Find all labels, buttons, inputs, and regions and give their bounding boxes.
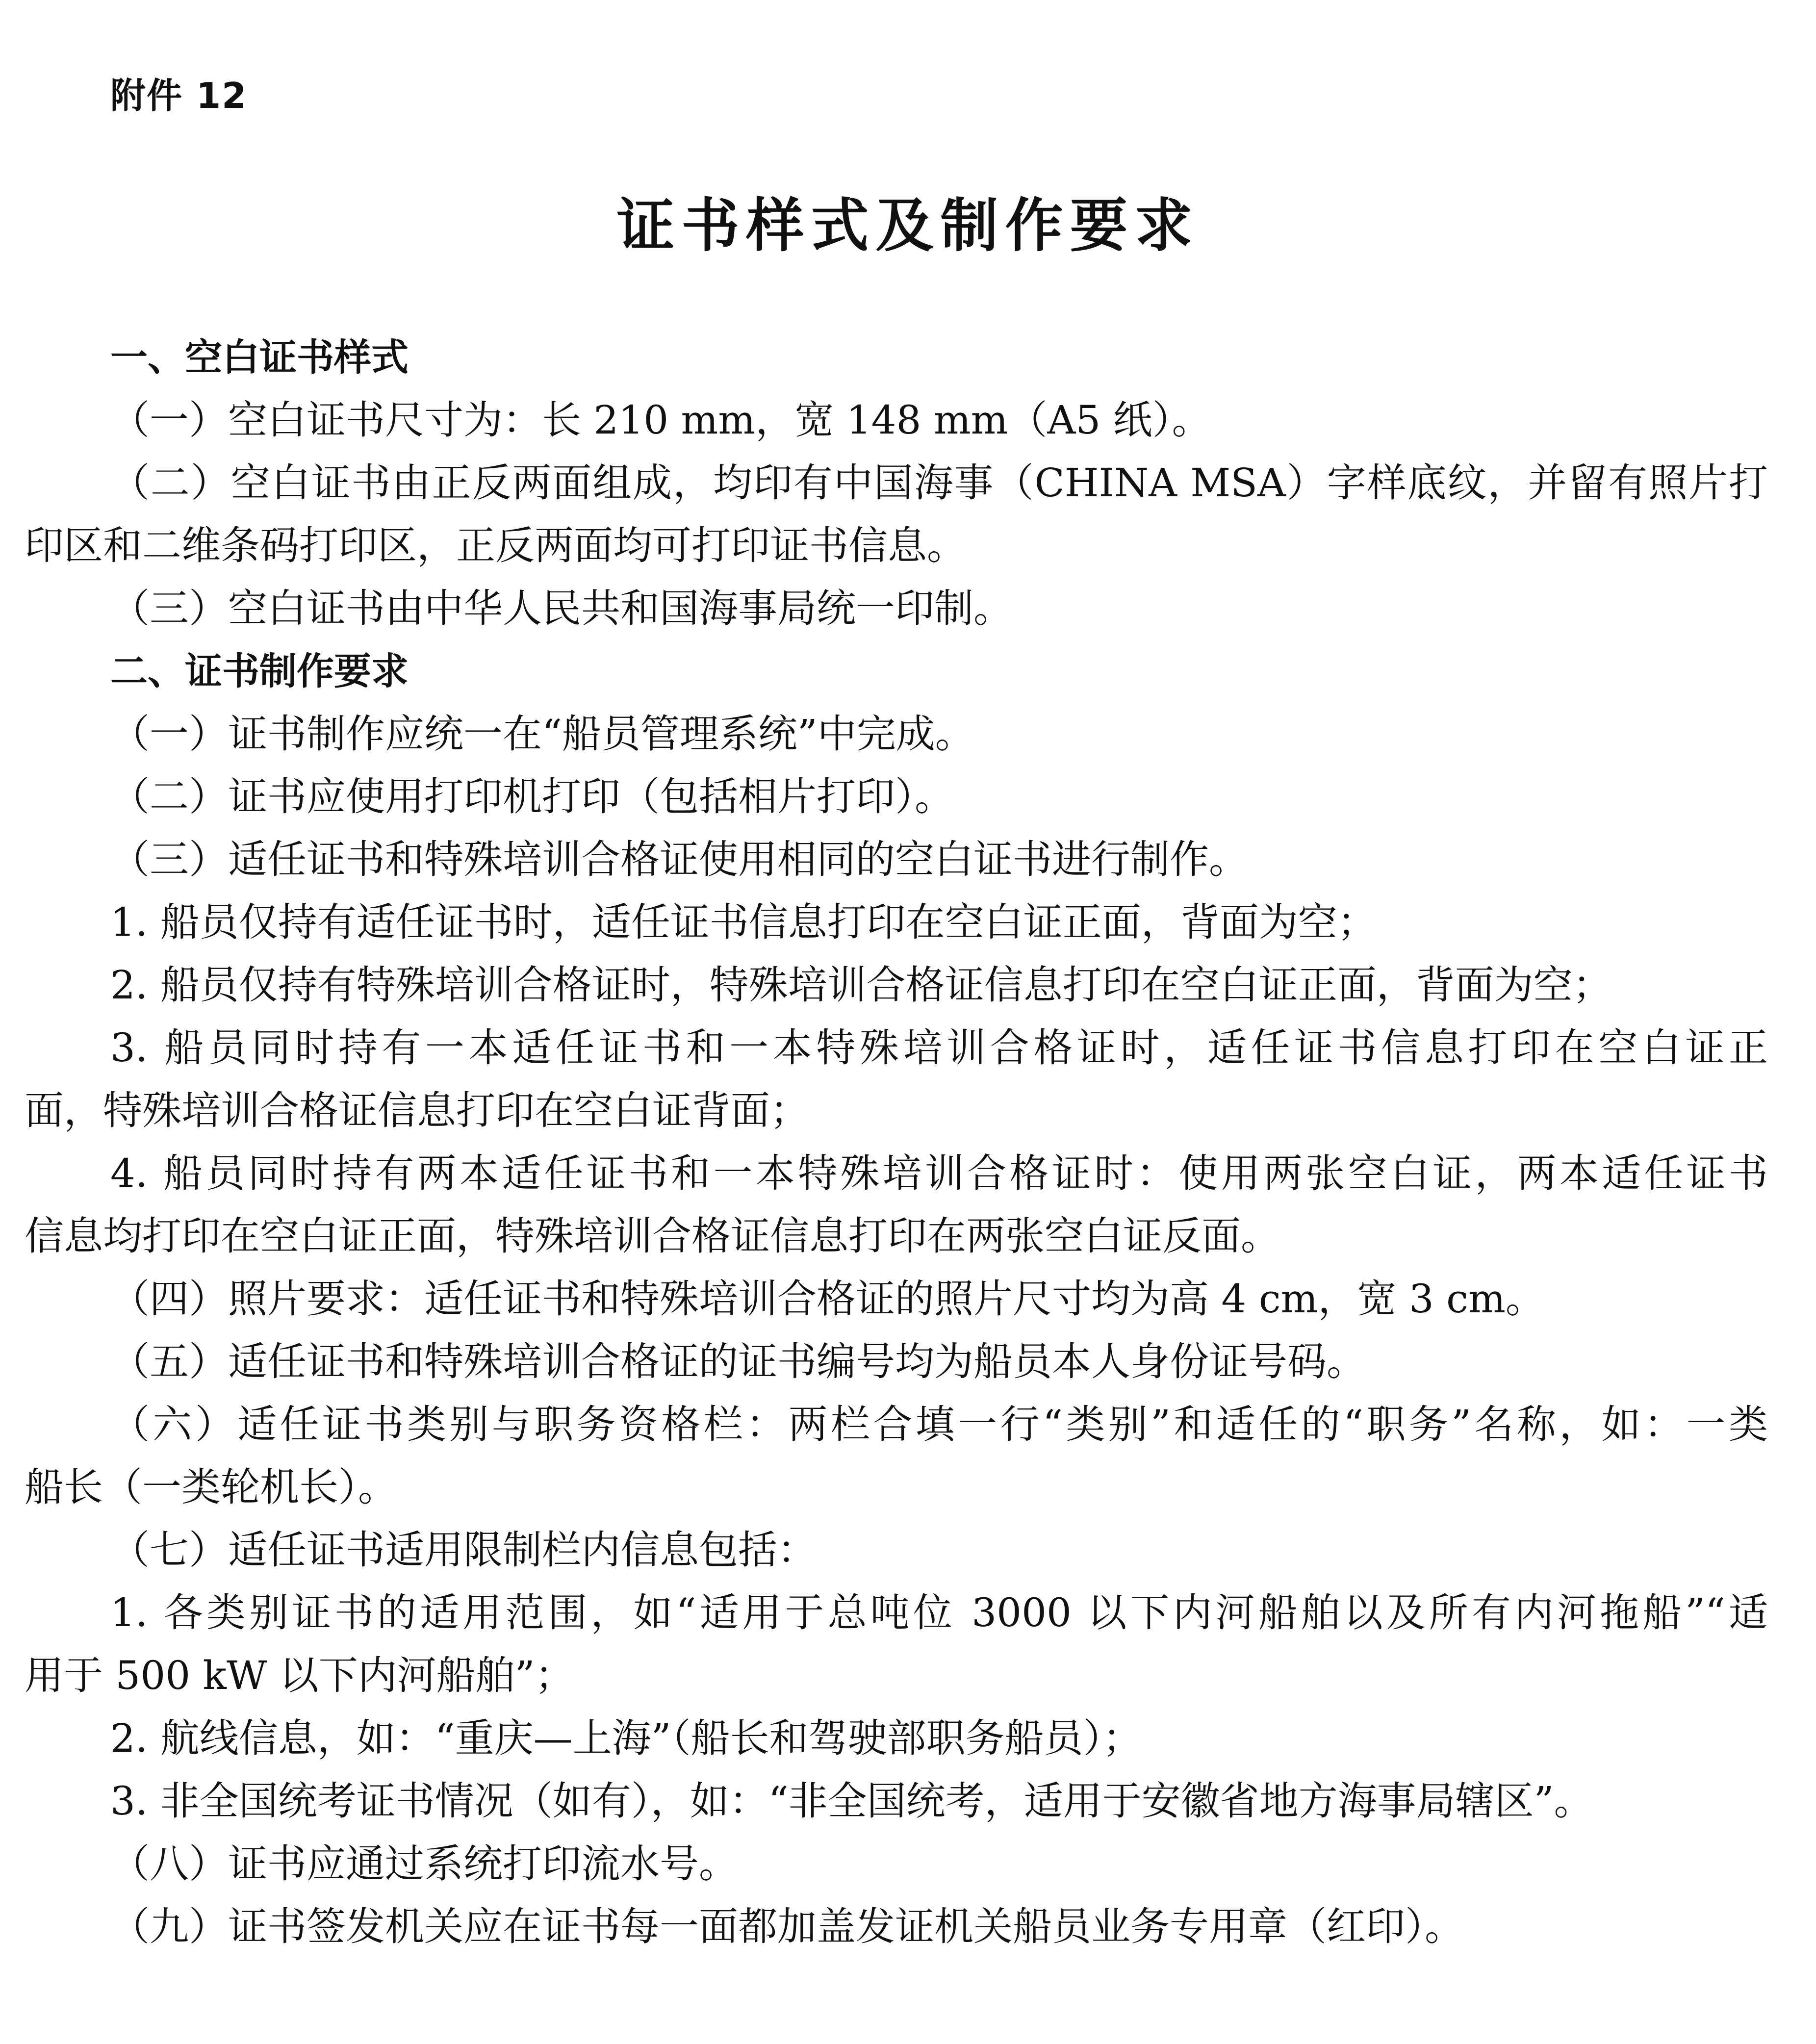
paragraph-line: （二）证书应使用打印机打印（包括相片打印）。: [110, 774, 954, 819]
paragraph-line: （九）证书签发机关应在证书每一面都加盖发证机关船员业务专用章（红印）。: [110, 1904, 1464, 1949]
list-item-line: 3. 船员同时持有一本适任证书和一本特殊培训合格证时，适任证书信息打印在空白证正: [110, 1025, 1768, 1071]
list-item-line: 信息均打印在空白证正面，特殊培训合格证信息打印在两张空白证反面。: [25, 1213, 1280, 1259]
paragraph-line: （二）空白证书由正反两面组成，均印有中国海事（CHINA MSA）字样底纹，并留有照片打: [110, 460, 1768, 506]
paragraph-line: （一）空白证书尺寸为：长 210 mm，宽 148 mm（A5 纸）。: [110, 397, 1211, 443]
section-heading-production-requirements: 二、证书制作要求: [110, 649, 409, 693]
paragraph-line: （七）适任证书适用限制栏内信息包括：: [110, 1527, 817, 1573]
paragraph-line: 船长（一类轮机长）。: [25, 1464, 397, 1510]
list-item-line: 2. 航线信息，如：“重庆—上海”（船长和驾驶部职务船员）；: [110, 1715, 1142, 1761]
paragraph-line: （三）适任证书和特殊培训合格证使用相同的空白证书进行制作。: [110, 837, 1248, 882]
list-item-line: 3. 非全国统考证书情况（如有），如：“非全国统考，适用于安徽省地方海事局辖区”。: [110, 1778, 1593, 1824]
list-item-line: 1. 船员仅持有适任证书时，适任证书信息打印在空白证正面，背面为空；: [110, 899, 1377, 945]
list-item-line: 面，特殊培训合格证信息打印在空白证背面；: [25, 1088, 809, 1133]
paragraph-line: （六）适任证书类别与职务资格栏：两栏合填一行“类别”和适任的“职务”名称，如：一类: [110, 1402, 1768, 1447]
paragraph-line: 印区和二维条码打印区，正反两面均可打印证书信息。: [25, 523, 966, 568]
section-heading-blank-certificate-style: 一、空白证书样式: [110, 335, 409, 379]
paragraph-line: （三）空白证书由中华人民共和国海事局统一印制。: [110, 586, 1013, 631]
document-title: 证书样式及制作要求: [616, 192, 1200, 259]
attachment-label: 附件 12: [110, 75, 248, 116]
paragraph-line: （四）照片要求：适任证书和特殊培训合格证的照片尺寸均为高 4 cm，宽 3 cm。: [110, 1276, 1545, 1322]
paragraph-line: （八）证书应通过系统打印流水号。: [110, 1841, 738, 1887]
paragraph-line: （一）证书制作应统一在“船员管理系统”中完成。: [110, 711, 974, 757]
list-item-line: 用于 500 kW 以下内河船舶”；: [25, 1653, 574, 1698]
list-item-line: 4. 船员同时持有两本适任证书和一本特殊培训合格证时：使用两张空白证，两本适任证书: [110, 1150, 1768, 1196]
list-item-line: 2. 船员仅持有特殊培训合格证时，特殊培训合格证信息打印在空白证正面，背面为空；: [110, 962, 1612, 1008]
list-item-line: 1. 各类别证书的适用范围，如“适用于总吨位 3000 以下内河船舶以及所有内河拖船”“适: [110, 1590, 1768, 1635]
paragraph-line: （五）适任证书和特殊培训合格证的证书编号均为船员本人身份证号码。: [110, 1339, 1366, 1384]
